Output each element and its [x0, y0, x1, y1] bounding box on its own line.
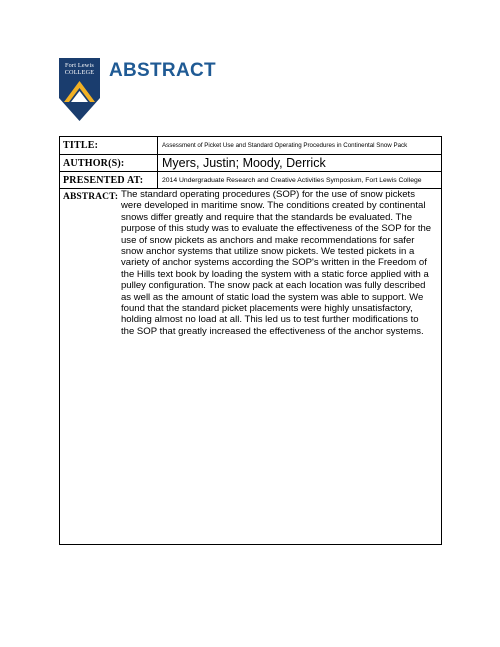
- title-row: [60, 137, 441, 155]
- page-title: ABSTRACT: [109, 60, 216, 81]
- presented-row: [60, 172, 441, 189]
- title-label: TITLE:: [63, 140, 99, 151]
- abstract-body: The standard operating procedures (SOP) for the use of snow pickets were developed in maritime snow. The conditions created by continental snows differ greatly and require that the standards be evaluated. The purpose of this study was to evaluate the effectiveness of the SOP for the use of snow pickets as anchors and make recommendations for safer snow anchor systems that utilize snow pickets. We tested pickets in a variety of anchor systems according the SOP's written in the Freedom of the Hills text book by loading the system with a static force applied with a pulley configuration. The snow pack at each location was fully described as well as the amount of static load the system was able to support. We found that the standard picket placements were highly unsatisfactory, holding almost no load at all. This led us to test further modifications to the SOP that greatly increased the effectiveness of the anchor systems.: [121, 189, 432, 337]
- logo-line1: Fort Lewis: [65, 62, 94, 69]
- title-value: Assessment of Picket Use and Standard Operating Procedures in Continental Snow Pack: [162, 142, 408, 149]
- fort-lewis-college-logo: [59, 58, 100, 121]
- presented-label: PRESENTED AT:: [63, 174, 144, 186]
- column-divider: [157, 172, 158, 188]
- author-value: Myers, Justin; Moody, Derrick: [162, 156, 326, 170]
- abstract-form: [59, 136, 442, 545]
- presented-value: 2014 Undergraduate Research and Creative Activities Symposium, Fort Lewis College: [162, 176, 422, 184]
- column-divider: [157, 137, 158, 154]
- author-row: [60, 155, 441, 172]
- abstract-label: ABSTRACT:: [63, 192, 119, 202]
- author-label: AUTHOR(S):: [63, 157, 125, 169]
- column-divider: [157, 155, 158, 171]
- logo-line2: COLLEGE: [64, 69, 95, 76]
